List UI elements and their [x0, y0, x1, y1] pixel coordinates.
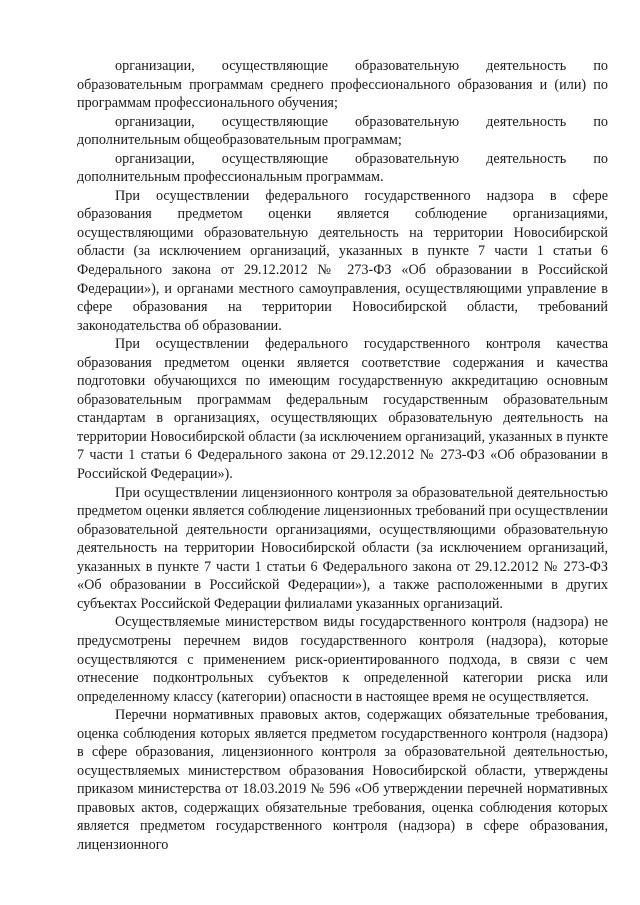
paragraph-professional-additional-programs: организации, осуществляющие образовательную деятельность по дополнительным профессиональным программам.	[77, 150, 608, 186]
paragraph-general-additional-programs: организации, осуществляющие образовательную деятельность по дополнительным общеобразовательным программам;	[77, 113, 608, 149]
document-body	[77, 57, 608, 855]
paragraph-spo-organizations: организации, осуществляющие образовательную деятельность по образовательным программам среднего профессионального образования и (или) по программам профессионального обучения;	[77, 58, 608, 112]
paragraph-legal-acts-lists: Перечни нормативных правовых актов, содержащих обязательные требования, оценка соблюдения которых является предметом государственного контроля (надзора) в сфере образования, лицензионного контроля за образовательной деятельностью, осуществляемых министерством образования Новосибирской области, утверждены приказом министерства от 18.03.2019 № 596 «Об утверждении перечней нормативных правовых актов, содержащих обязательные требования, оценка соблюдения которых является предметом государственного контроля (надзора) в сфере образования, лицензионного	[77, 707, 608, 853]
paragraph-quality-control: При осуществлении федерального государственного контроля качества образования предметом оценки является соответствие содержания и качества подготовки обучающихся по имеющим государственную аккредитацию основным образовательным программам федеральным государственным образовательным стандартам в организациях, осуществляющих образовательную деятельность на территории Новосибирской области (за исключением организаций, указанных в пункте 7 части 1 статьи 6 Федерального закона от 29.12.2012 № 273-ФЗ «Об образовании в Российской Федерации»).	[77, 336, 608, 483]
paragraph-federal-supervision: При осуществлении федерального государственного надзора в сфере образования предметом оценки является соблюдение организациями, осуществляющими образовательную деятельность на территории Новосибирской области (за исключением организаций, указанных в пункте 7 части 1 статьи 6 Федерального закона от 29.12.2012 № 273-ФЗ «Об образовании в Российской Федерации»), и органами местного самоуправления, осуществляющими управление в сфере образования на территории Новосибирской области, требований законодательства об образовании.	[77, 187, 608, 334]
paragraph-licensing-control: При осуществлении лицензионного контроля за образовательной деятельностью предметом оценки является соблюдение лицензионных требований при осуществлении образовательной деятельности организациями, осуществляющими образовательную деятельность на территории Новосибирской области (за исключением организаций, указанных в пункте 7 части 1 статьи 6 Федерального закона от 29.12.2012 № 273-ФЗ «Об образовании в Российской Федерации»), а также расположенными в других субъектах Российской Федерации филиалами указанных организаций.	[77, 484, 608, 612]
paragraph-risk-approach: Осуществляемые министерством виды государственного контроля (надзора) не предусмотрены перечнем видов государственного контроля (надзора), которые осуществляются с применением риск-ориентированного подхода, в связи с чем отнесение подконтрольных субъектов к определенной категории риска или определенному классу (категории) опасности в настоящее время не осуществляется.	[77, 614, 608, 705]
